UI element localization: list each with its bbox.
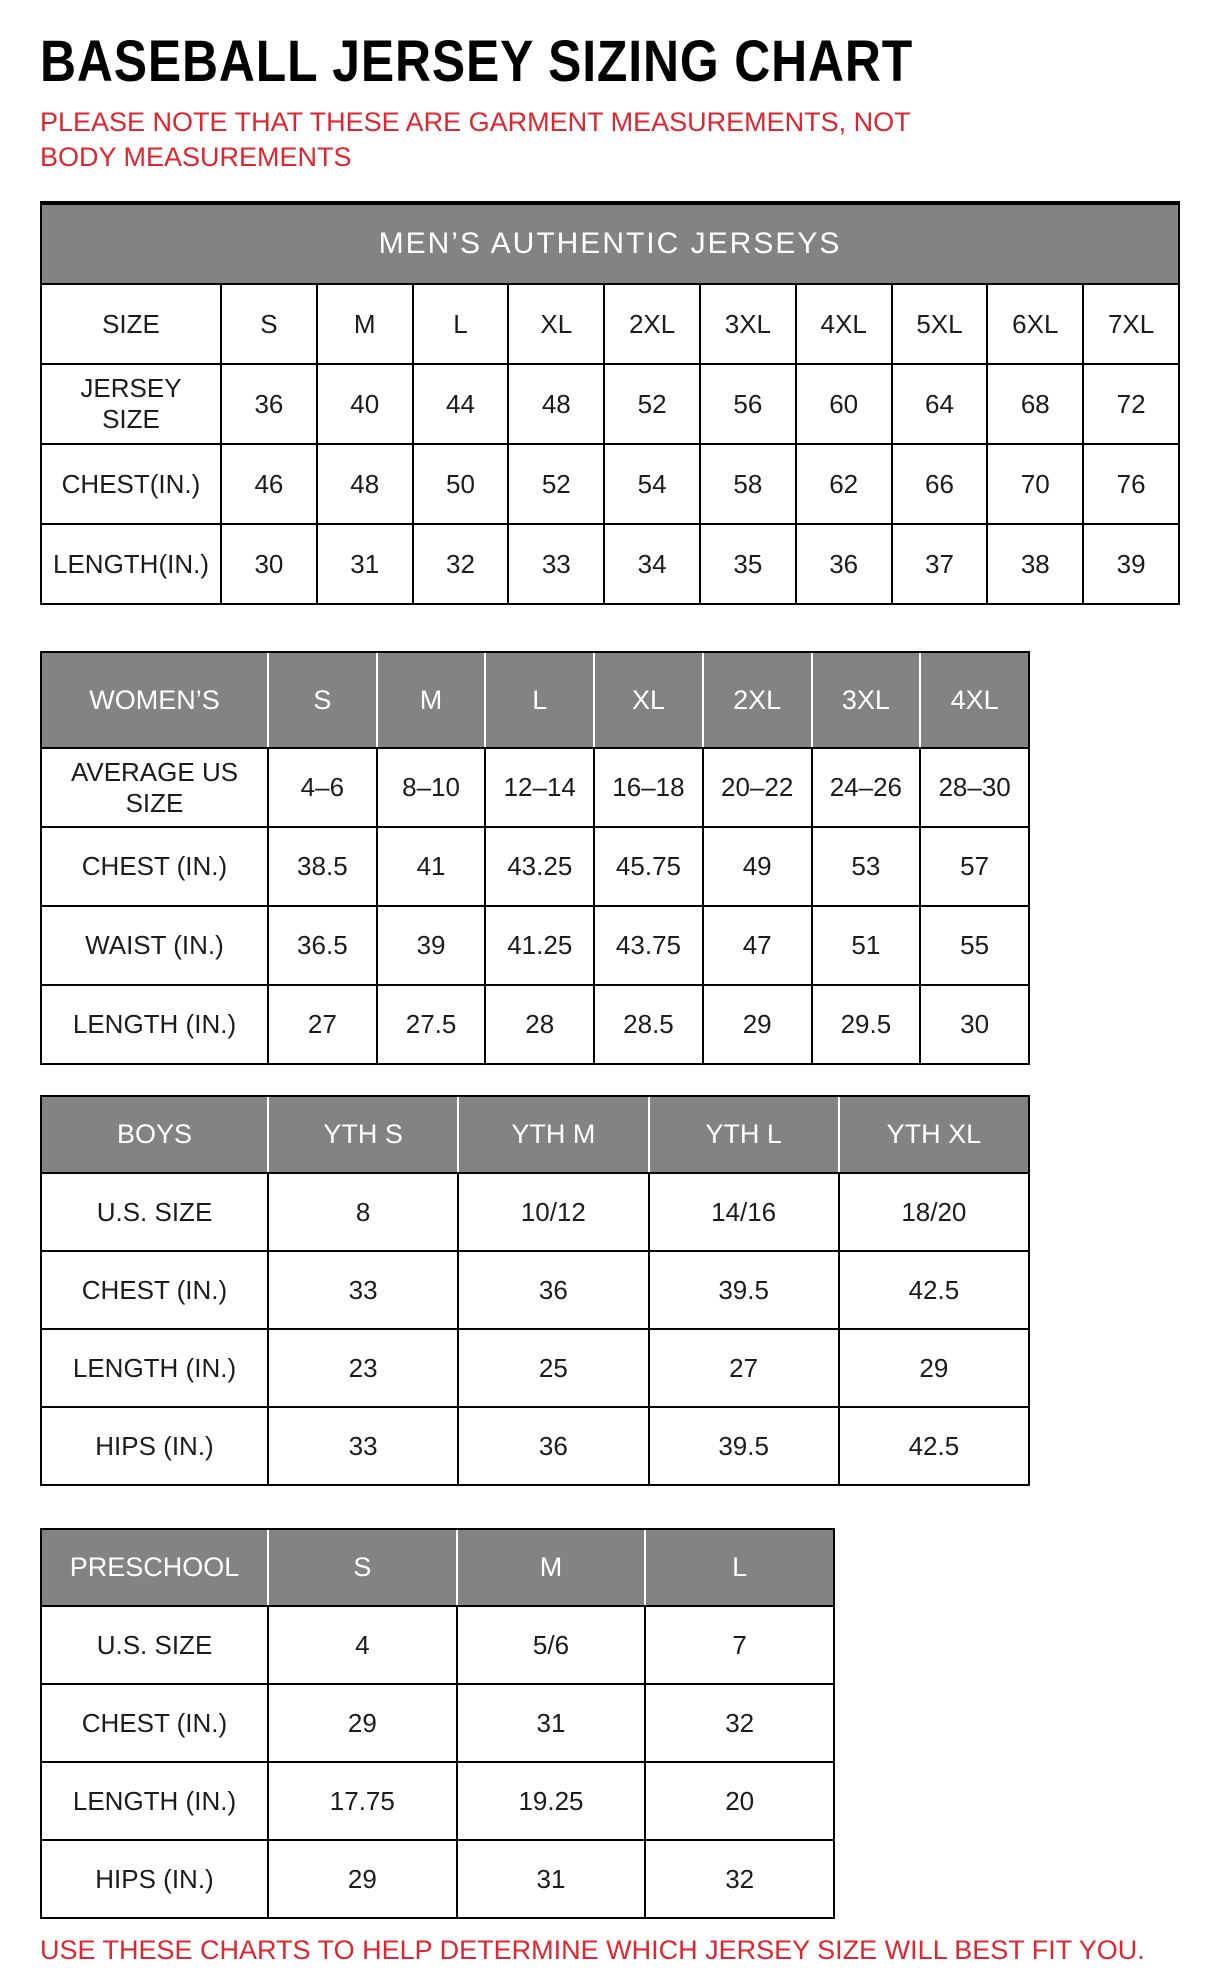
table-cell: 36 <box>220 363 316 443</box>
table-cell: 36 <box>795 523 891 603</box>
table-cell: 29 <box>702 984 811 1063</box>
row-label: U.S. SIZE <box>42 1605 267 1683</box>
table-cell: 54 <box>603 443 699 523</box>
table-cell: L <box>412 283 508 363</box>
table-cell: 57 <box>919 826 1028 905</box>
column-header: S <box>267 653 376 747</box>
table-cell: 29 <box>267 1839 456 1917</box>
table-cell: 52 <box>507 443 603 523</box>
table-cell: 36 <box>457 1250 647 1328</box>
table-cell: 70 <box>986 443 1082 523</box>
column-header: YTH S <box>267 1097 457 1172</box>
row-label: CHEST (IN.) <box>42 1683 267 1761</box>
page-title: BASEBALL JERSEY SIZING CHART <box>40 29 914 94</box>
table-cell: 30 <box>919 984 1028 1063</box>
row-label: LENGTH(IN.) <box>42 523 220 603</box>
table-cell: 46 <box>220 443 316 523</box>
table-cell: 40 <box>316 363 412 443</box>
table-cell: 76 <box>1082 443 1178 523</box>
table-cell: 41 <box>376 826 485 905</box>
table-cell: 24–26 <box>811 747 920 826</box>
table-cell: 7XL <box>1082 283 1178 363</box>
table-cell: 5/6 <box>456 1605 645 1683</box>
table-cell: 66 <box>891 443 987 523</box>
table-cell: 28–30 <box>919 747 1028 826</box>
row-label: LENGTH (IN.) <box>42 984 267 1063</box>
table-cell: 47 <box>702 905 811 984</box>
table-title: WOMEN’S <box>42 653 267 747</box>
column-header: L <box>644 1530 833 1605</box>
table-cell: 20 <box>644 1761 833 1839</box>
table-title: MEN’S AUTHENTIC JERSEYS <box>42 203 1178 283</box>
footer-note: USE THESE CHARTS TO HELP DETERMINE WHICH JERSEY SIZE WILL BEST FIT YOU. <box>40 1935 1145 1966</box>
table-cell: 33 <box>267 1406 457 1484</box>
table-cell: 28.5 <box>593 984 702 1063</box>
table-cell: 3XL <box>699 283 795 363</box>
womens-sizing-table <box>40 651 1030 1065</box>
table-title: BOYS <box>42 1097 267 1172</box>
table-cell: 8–10 <box>376 747 485 826</box>
table-cell: 43.75 <box>593 905 702 984</box>
table-cell: 28 <box>484 984 593 1063</box>
table-cell: 33 <box>507 523 603 603</box>
table-cell: 55 <box>919 905 1028 984</box>
table-cell: 4XL <box>795 283 891 363</box>
table-cell: 27.5 <box>376 984 485 1063</box>
table-cell: 32 <box>412 523 508 603</box>
row-label: LENGTH (IN.) <box>42 1761 267 1839</box>
row-label: HIPS (IN.) <box>42 1839 267 1917</box>
column-header: 4XL <box>919 653 1028 747</box>
table-cell: 42.5 <box>838 1406 1028 1484</box>
table-cell: 20–22 <box>702 747 811 826</box>
table-cell: 38.5 <box>267 826 376 905</box>
row-label: SIZE <box>42 283 220 363</box>
boys-sizing-table <box>40 1095 1030 1486</box>
table-cell: 35 <box>699 523 795 603</box>
table-cell: 17.75 <box>267 1761 456 1839</box>
table-cell: 56 <box>699 363 795 443</box>
table-cell: 62 <box>795 443 891 523</box>
column-header: L <box>484 653 593 747</box>
column-header: M <box>456 1530 645 1605</box>
table-cell: 29 <box>267 1683 456 1761</box>
table-cell: 48 <box>507 363 603 443</box>
table-cell: 4 <box>267 1605 456 1683</box>
table-cell: 58 <box>699 443 795 523</box>
table-cell: 72 <box>1082 363 1178 443</box>
table-cell: 23 <box>267 1328 457 1406</box>
table-cell: 41.25 <box>484 905 593 984</box>
table-cell: 39 <box>376 905 485 984</box>
table-cell: 7 <box>644 1605 833 1683</box>
table-cell: 14/16 <box>648 1172 838 1250</box>
table-cell: 27 <box>648 1328 838 1406</box>
table-cell: 36.5 <box>267 905 376 984</box>
row-label: AVERAGE US SIZE <box>42 747 267 826</box>
table-cell: 12–14 <box>484 747 593 826</box>
preschool-sizing-table <box>40 1528 835 1919</box>
row-label: LENGTH (IN.) <box>42 1328 267 1406</box>
table-cell: 48 <box>316 443 412 523</box>
column-header: YTH L <box>648 1097 838 1172</box>
column-header: YTH M <box>457 1097 647 1172</box>
table-cell: 8 <box>267 1172 457 1250</box>
table-cell: 31 <box>316 523 412 603</box>
garment-measurement-note: PLEASE NOTE THAT THESE ARE GARMENT MEASUREMENTS, NOT BODY MEASUREMENTS <box>40 107 911 173</box>
table-cell: 53 <box>811 826 920 905</box>
table-cell: 42.5 <box>838 1250 1028 1328</box>
table-cell: 37 <box>891 523 987 603</box>
table-title: PRESCHOOL <box>42 1530 267 1605</box>
row-label: CHEST (IN.) <box>42 826 267 905</box>
table-cell: 25 <box>457 1328 647 1406</box>
table-cell: 44 <box>412 363 508 443</box>
table-cell: 52 <box>603 363 699 443</box>
table-cell: 34 <box>603 523 699 603</box>
table-cell: 19.25 <box>456 1761 645 1839</box>
table-cell: 6XL <box>986 283 1082 363</box>
table-cell: 68 <box>986 363 1082 443</box>
column-header: 3XL <box>811 653 920 747</box>
table-cell: XL <box>507 283 603 363</box>
table-cell: S <box>220 283 316 363</box>
table-cell: 43.25 <box>484 826 593 905</box>
table-cell: 49 <box>702 826 811 905</box>
table-cell: M <box>316 283 412 363</box>
row-label: U.S. SIZE <box>42 1172 267 1250</box>
table-cell: 27 <box>267 984 376 1063</box>
row-label: WAIST (IN.) <box>42 905 267 984</box>
table-cell: 10/12 <box>457 1172 647 1250</box>
table-cell: 38 <box>986 523 1082 603</box>
table-cell: 31 <box>456 1683 645 1761</box>
table-cell: 31 <box>456 1839 645 1917</box>
table-cell: 50 <box>412 443 508 523</box>
table-cell: 60 <box>795 363 891 443</box>
table-cell: 16–18 <box>593 747 702 826</box>
table-cell: 4–6 <box>267 747 376 826</box>
table-cell: 29 <box>838 1328 1028 1406</box>
table-cell: 36 <box>457 1406 647 1484</box>
table-cell: 18/20 <box>838 1172 1028 1250</box>
column-header: YTH XL <box>838 1097 1028 1172</box>
table-cell: 32 <box>644 1683 833 1761</box>
mens-authentic-jerseys-table <box>40 201 1180 605</box>
table-cell: 2XL <box>603 283 699 363</box>
table-cell: 33 <box>267 1250 457 1328</box>
table-cell: 30 <box>220 523 316 603</box>
row-label: HIPS (IN.) <box>42 1406 267 1484</box>
row-label: CHEST(IN.) <box>42 443 220 523</box>
table-cell: 29.5 <box>811 984 920 1063</box>
column-header: 2XL <box>702 653 811 747</box>
table-cell: 39 <box>1082 523 1178 603</box>
table-cell: 39.5 <box>648 1406 838 1484</box>
table-cell: 45.75 <box>593 826 702 905</box>
table-cell: 51 <box>811 905 920 984</box>
table-cell: 5XL <box>891 283 987 363</box>
table-cell: 32 <box>644 1839 833 1917</box>
table-cell: 64 <box>891 363 987 443</box>
table-cell: 39.5 <box>648 1250 838 1328</box>
column-header: S <box>267 1530 456 1605</box>
row-label: JERSEY SIZE <box>42 363 220 443</box>
row-label: CHEST (IN.) <box>42 1250 267 1328</box>
column-header: XL <box>593 653 702 747</box>
column-header: M <box>376 653 485 747</box>
